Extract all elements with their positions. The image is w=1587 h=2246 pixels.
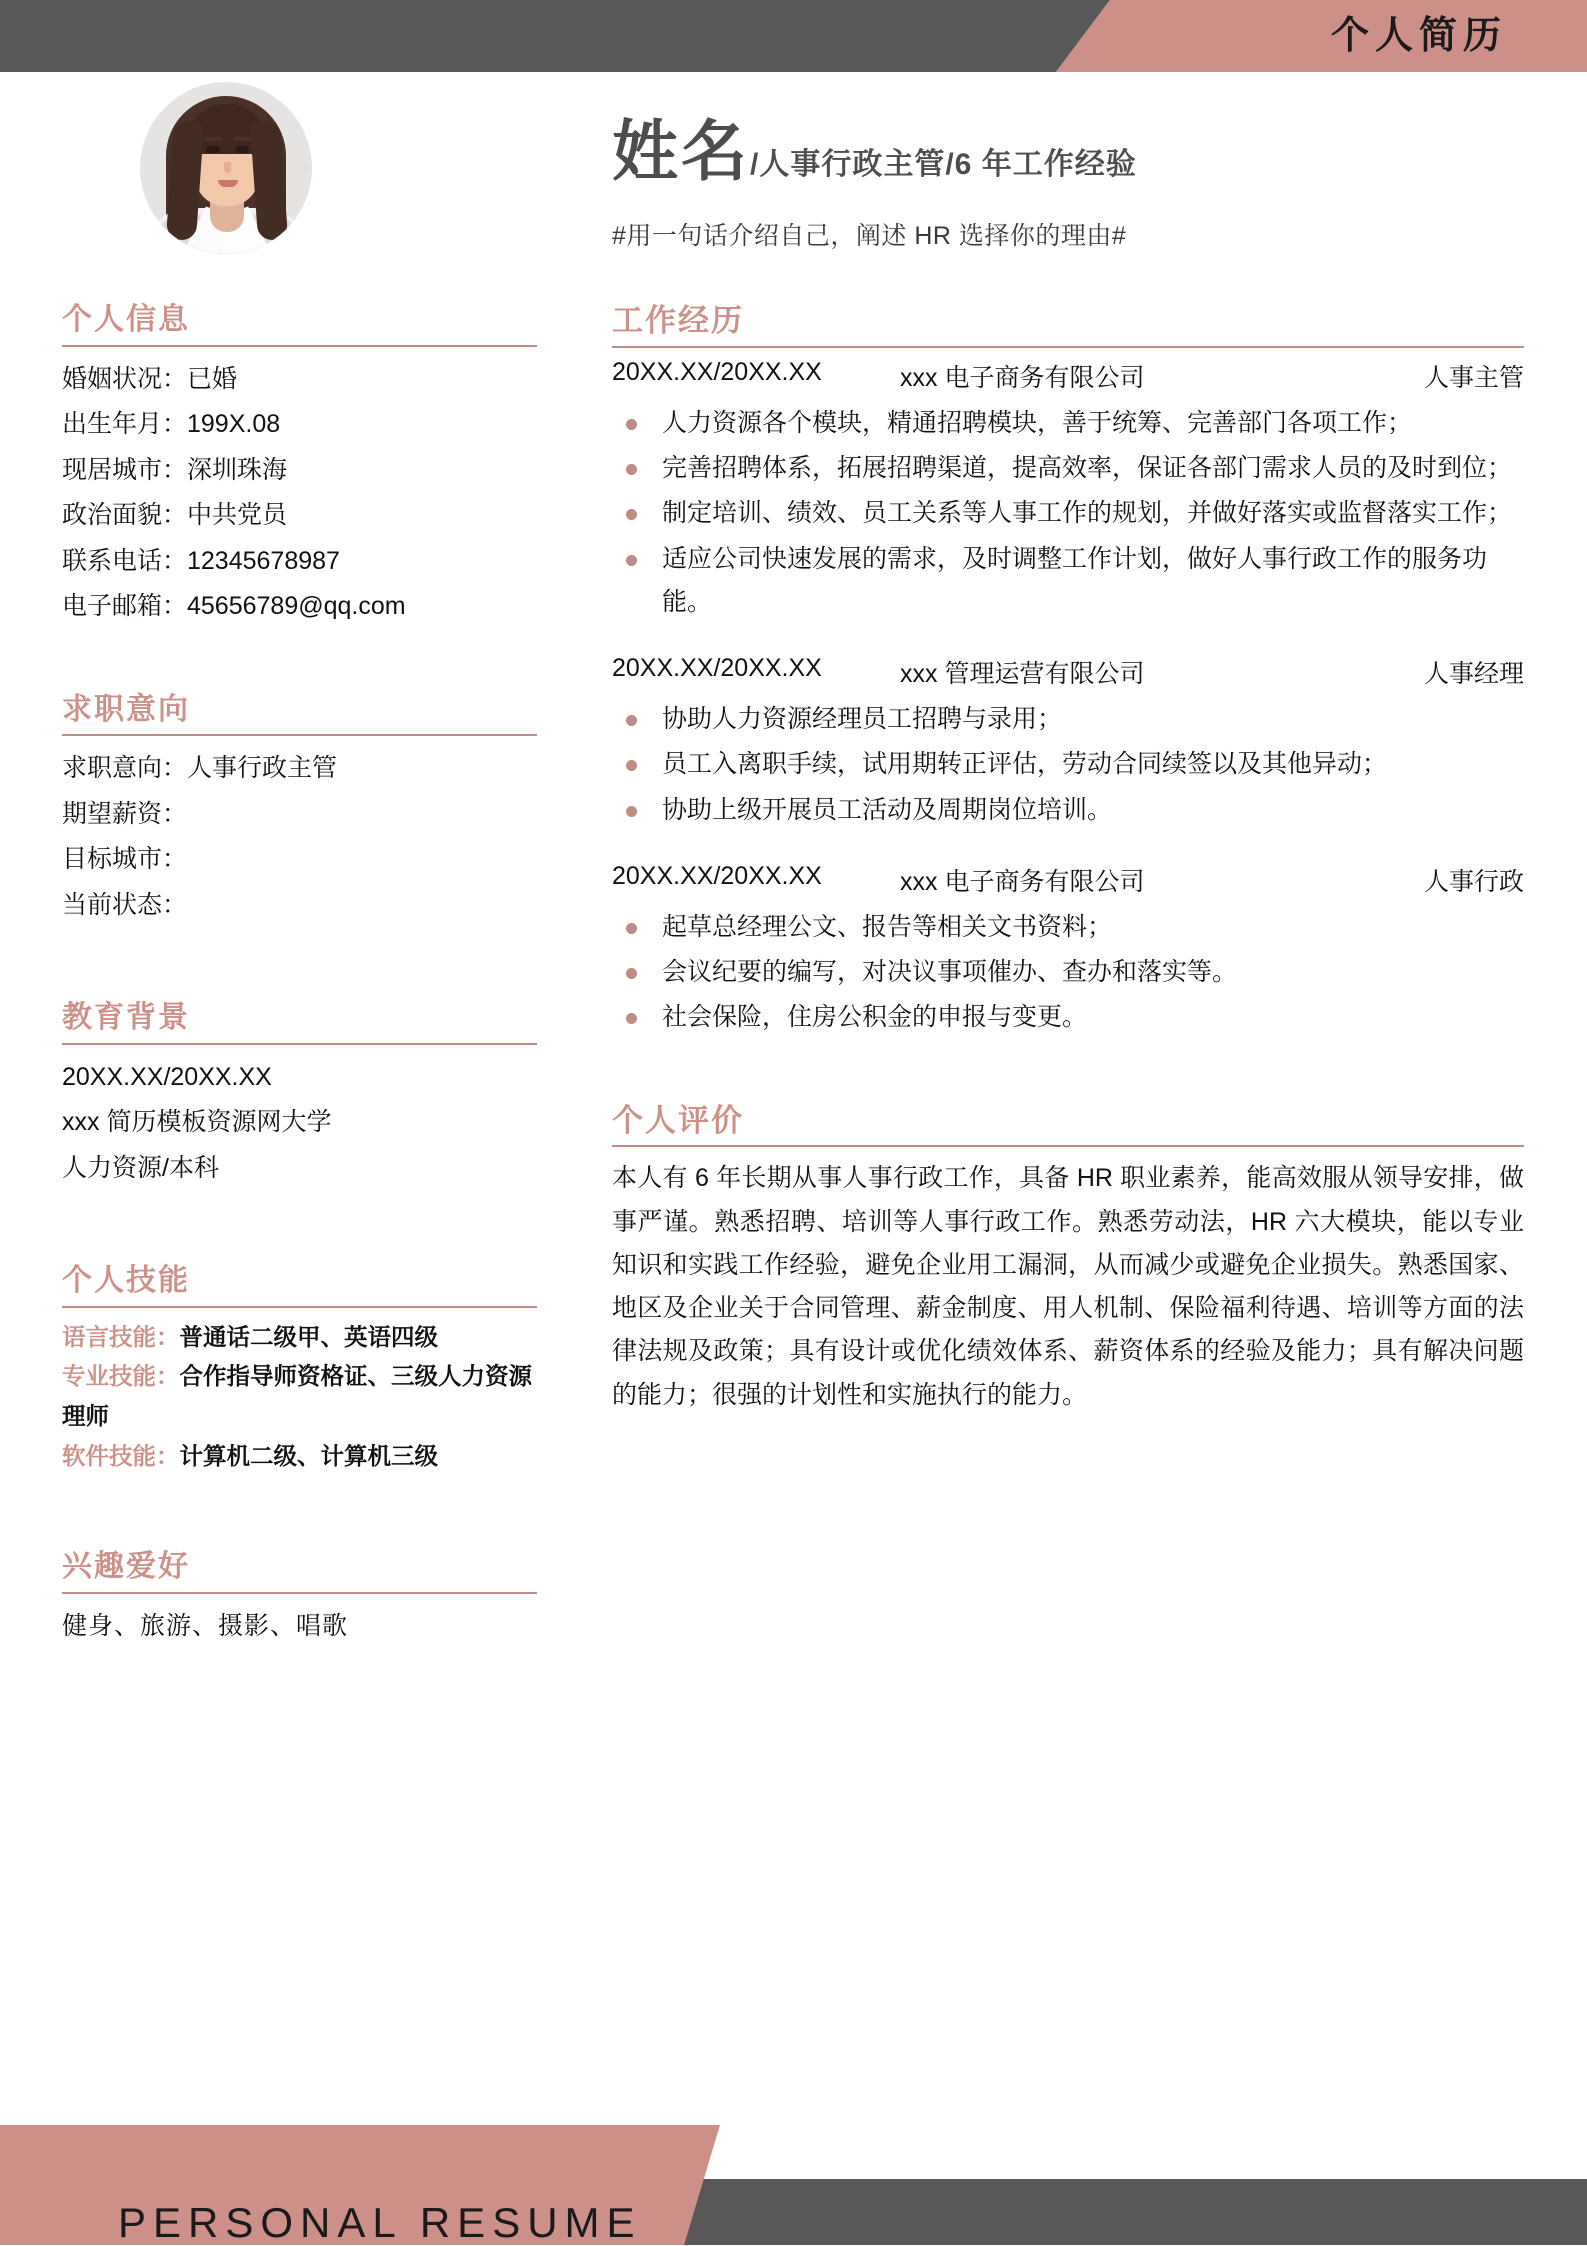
section-title-education: 教育背景 <box>62 1001 190 1034</box>
section-job-intention <box>62 690 537 929</box>
section-title-work-experience: 工作经历 <box>612 303 744 338</box>
section-divider <box>612 346 1524 348</box>
header-gray-shape <box>0 0 1110 72</box>
avatar-illustration <box>140 82 312 254</box>
job-header <box>612 862 1524 906</box>
job-company: xxx 电子商务有限公司 <box>900 363 1145 392</box>
job-bullet: 完善招聘体系，拓展招聘渠道，提高效率，保证各部门需求人员的及时到位； <box>616 447 1524 490</box>
section-title-hobbies: 兴趣爱好 <box>62 1550 190 1584</box>
section-title-job-intention: 求职意向 <box>62 692 190 726</box>
skill-label: 语言技能： <box>62 1323 180 1350</box>
section-skills <box>62 1261 537 1477</box>
personal-info-item: 电子邮箱：45656789@qq.com <box>62 592 406 620</box>
job-bullet: 协助人力资源经理员工招聘与录用； <box>616 698 1524 741</box>
job-role: 人事经理 <box>1423 660 1524 689</box>
job-bullet-list <box>616 906 1524 1040</box>
job-intention-item: 期望薪资： <box>62 799 188 828</box>
section-divider <box>62 1306 537 1308</box>
section-personal-info <box>62 300 537 630</box>
job-bullet: 社会保险，住房公积金的申报与变更。 <box>616 996 1524 1039</box>
job-bullet: 适应公司快速发展的需求，及时调整工作计划，做好人事行政工作的服务功能。 <box>616 538 1524 625</box>
job-company: xxx 管理运营有限公司 <box>900 660 1145 689</box>
skill-item <box>62 1437 537 1477</box>
section-self-evaluation <box>612 1100 1524 1417</box>
section-divider <box>612 1145 1524 1147</box>
sidebar <box>62 300 537 1657</box>
job-bullet: 协助上级开展员工活动及周期岗位培训。 <box>616 789 1524 832</box>
section-hobbies <box>62 1547 537 1649</box>
skill-value: 合作指导师资格证、三级人力资源理师 <box>62 1363 532 1430</box>
job-header <box>612 358 1524 402</box>
skill-label: 专业技能： <box>62 1363 180 1390</box>
profile-slogan: #用一句话介绍自己，阐述 HR 选择你的理由# <box>612 222 1127 250</box>
education-item: 人力资源/本科 <box>62 1153 219 1182</box>
job-bullet-list <box>616 402 1524 624</box>
section-divider <box>62 1043 537 1045</box>
skill-value: 普通话二级甲、英语四级 <box>179 1323 438 1350</box>
job-entry <box>612 358 1524 624</box>
skill-item <box>62 1318 537 1358</box>
section-title-self-evaluation: 个人评价 <box>612 1102 744 1138</box>
personal-info-item: 现居城市：深圳珠海 <box>62 455 288 484</box>
profile-tagline: /人事行政主管/6 年工作经验 <box>750 148 1137 181</box>
education-item: 20XX.XX/20XX.XX <box>62 1062 272 1091</box>
footer <box>0 2125 1587 2245</box>
job-date: 20XX.XX/20XX.XX <box>612 357 822 386</box>
section-education <box>62 998 537 1191</box>
education-item: xxx 简历模板资源网大学 <box>62 1108 332 1136</box>
job-role: 人事行政 <box>1423 867 1524 896</box>
section-divider <box>62 345 537 347</box>
job-bullet: 会议纪要的编写，对决议事项催办、查办和落实等。 <box>616 951 1524 994</box>
job-company: xxx 电子商务有限公司 <box>900 867 1145 896</box>
skill-value: 计算机二级、计算机三级 <box>179 1443 438 1470</box>
profile-name-block <box>612 114 1137 252</box>
job-bullet-list <box>616 698 1524 832</box>
footer-label: PERSONAL RESUME <box>118 2198 642 2246</box>
personal-info-item: 出生年月：199X.08 <box>62 410 281 438</box>
job-role: 人事主管 <box>1423 363 1524 392</box>
avatar <box>140 82 312 254</box>
skill-item <box>62 1357 537 1437</box>
job-intention-item: 当前状态： <box>62 890 188 919</box>
section-divider <box>62 734 537 736</box>
page-title: 个人简历 <box>1330 15 1507 57</box>
job-bullet: 人力资源各个模块，精通招聘模块，善于统筹、完善部门各项工作； <box>616 402 1524 445</box>
job-intention-item: 求职意向：人事行政主管 <box>62 754 338 782</box>
profile-name: 姓名 <box>612 114 750 188</box>
job-bullet: 制定培训、绩效、员工关系等人事工作的规划，并做好落实或监督落实工作； <box>616 492 1524 535</box>
job-header <box>612 654 1524 698</box>
section-divider <box>62 1592 537 1594</box>
job-entry <box>612 862 1524 1040</box>
section-work-experience <box>612 300 1524 1040</box>
job-entry <box>612 654 1524 832</box>
skill-label: 软件技能： <box>62 1443 180 1470</box>
personal-info-item: 婚姻状况：已婚 <box>62 364 238 393</box>
personal-info-item: 联系电话：12345678987 <box>62 546 340 575</box>
job-date: 20XX.XX/20XX.XX <box>612 654 822 683</box>
main-content <box>612 300 1524 1425</box>
hobby-item: 健身、旅游、摄影、唱歌 <box>62 1611 349 1640</box>
section-title-personal-info: 个人信息 <box>62 303 190 336</box>
header-band <box>0 0 1587 72</box>
job-intention-item: 目标城市： <box>62 845 188 873</box>
job-date: 20XX.XX/20XX.XX <box>612 861 822 890</box>
job-bullet: 员工入离职手续，试用期转正评估，劳动合同续签以及其他异动； <box>616 743 1524 786</box>
job-bullet: 起草总经理公文、报告等相关文书资料； <box>616 906 1524 949</box>
personal-info-item: 政治面貌：中共党员 <box>62 501 288 529</box>
section-title-skills: 个人技能 <box>62 1264 190 1297</box>
self-evaluation-text: 本人有 6 年长期从事人事行政工作，具备 HR 职业素养，能高效服从领导安排，做事严谨。熟悉招聘、培训等人事行政工作。熟悉劳动法，HR 六大模块，能以专业知识和实践工作经验，避免企业用工漏洞，从而减少或避免企业损失。熟悉国家、地区及企业关于合同管理、薪金制度、用人机制、保险福利待遇、培训等方面的法律法规及政策；具有设计或优化绩效体系、薪资体系的经验及能力；具有解决问题的能力；很强的计划性和实施执行的能力。 <box>612 1164 1524 1409</box>
